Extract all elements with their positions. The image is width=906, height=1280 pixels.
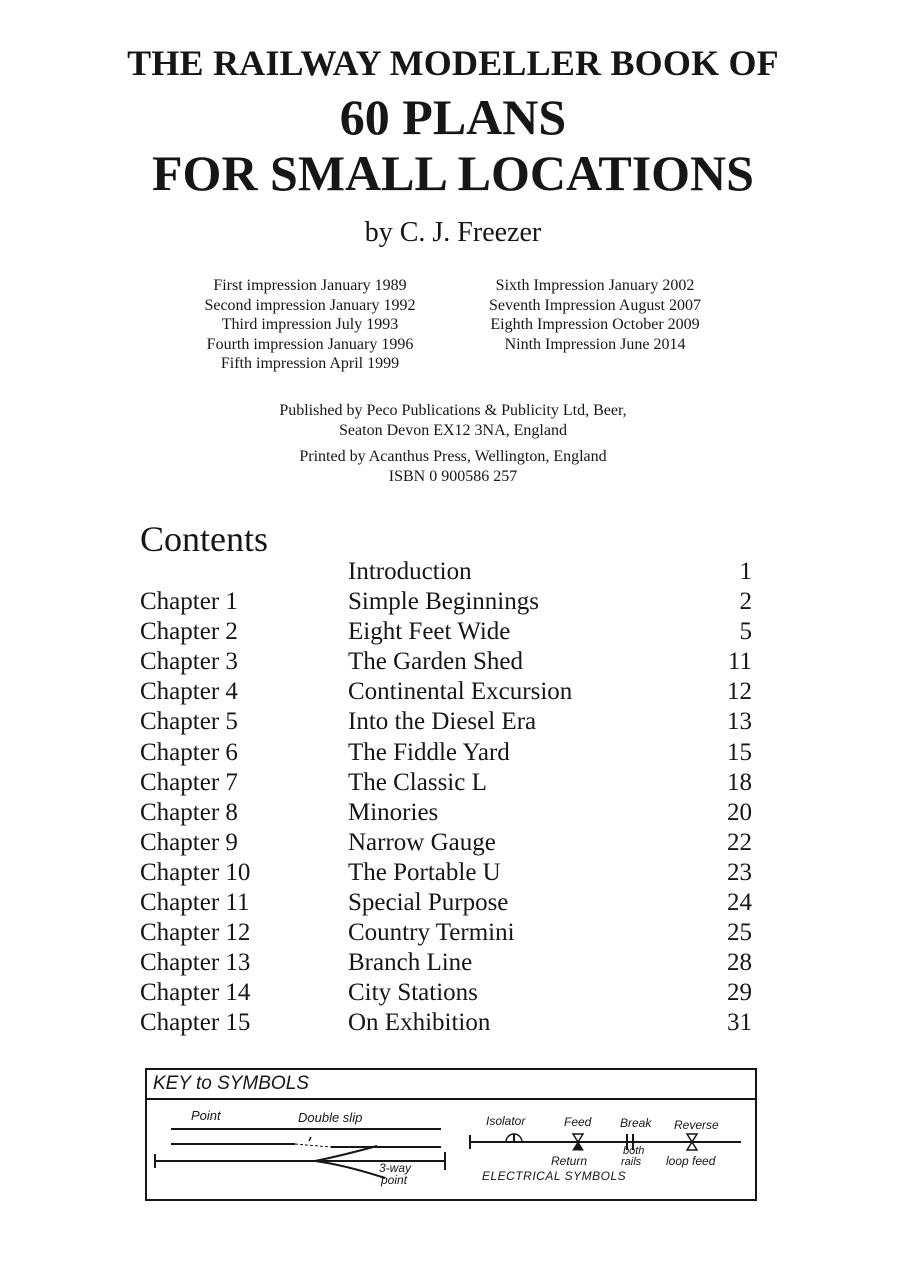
three-way-point-upper (315, 1146, 377, 1161)
author: by C. J. Freezer (364, 217, 542, 248)
return-label: Return (551, 1154, 588, 1168)
toc-title: Special Purpose (348, 889, 509, 917)
toc-title: The Garden Shed (348, 648, 523, 676)
impression-line: Fifth impression April 1999 (220, 355, 400, 372)
publisher-line-1: Published by Peco Publications & Publicity Ltd, Beer, (279, 402, 627, 419)
loop-feed-label: loop feed (666, 1154, 716, 1168)
impression-line: Seventh Impression August 2007 (489, 296, 701, 314)
toc-page: 23 (727, 858, 752, 886)
toc-page: 29 (727, 979, 752, 1007)
impression-line: Second impression January 1992 (204, 296, 416, 314)
publication-info (0, 401, 906, 487)
toc-page: 22 (727, 828, 752, 856)
toc-title: Simple Beginnings (348, 588, 539, 616)
isbn: ISBN 0 900586 257 (388, 468, 518, 485)
break-label: Break (620, 1116, 652, 1130)
toc-title: Branch Line (348, 949, 473, 977)
book-title-line-2: FOR SMALL LOCATIONS (152, 145, 754, 201)
toc-page: 2 (739, 588, 752, 616)
three-way-point-lower (315, 1161, 385, 1178)
toc-chapter: Chapter 7 (140, 768, 238, 796)
both-rails-label-1: both (623, 1145, 645, 1157)
impressions-left (160, 276, 460, 374)
toc-chapter: Chapter 2 (140, 618, 238, 646)
double-slip-label: Double slip (298, 1110, 363, 1125)
toc-page: 31 (727, 1009, 752, 1037)
toc-title: Eight Feet Wide (348, 618, 511, 646)
point-label: Point (191, 1108, 221, 1123)
toc-chapter: Chapter 12 (140, 919, 251, 947)
toc-page: 15 (727, 738, 752, 766)
toc-chapter: Chapter 10 (140, 858, 251, 886)
key-title: KEY to SYMBOLS (153, 1073, 309, 1094)
toc-page: 5 (739, 618, 752, 646)
toc-title: Continental Excursion (348, 678, 573, 706)
toc-chapter: Chapter 14 (140, 979, 251, 1007)
toc-row (140, 768, 752, 798)
toc-title: Into the Diesel Era (348, 708, 537, 736)
toc-chapter: Chapter 5 (140, 708, 238, 736)
isolator-label: Isolator (486, 1114, 526, 1128)
toc-row (140, 617, 752, 647)
feed-symbol (573, 1134, 583, 1142)
toc-page: 18 (727, 768, 752, 796)
toc-row (140, 587, 752, 617)
toc-chapter: Chapter 3 (140, 648, 238, 676)
toc-page: 25 (727, 919, 752, 947)
impressions-right (445, 276, 745, 354)
series-title: THE RAILWAY MODELLER BOOK OF (127, 43, 779, 83)
toc-chapter: Chapter 13 (140, 949, 251, 977)
toc-row (140, 798, 752, 828)
feed-label: Feed (564, 1115, 592, 1129)
electrical-symbols-label: ELECTRICAL SYMBOLS (482, 1169, 627, 1183)
toc-title: The Fiddle Yard (348, 738, 510, 766)
toc-row (140, 738, 752, 768)
toc-row-introduction (140, 557, 752, 587)
toc-row (140, 828, 752, 858)
toc-title: Introduction (348, 558, 472, 585)
toc-row (140, 677, 752, 707)
book-title-line-1: 60 PLANS (339, 89, 567, 145)
toc-page: 20 (727, 798, 752, 826)
impression-line: Eighth Impression October 2009 (490, 316, 700, 333)
slip-tick (309, 1137, 311, 1141)
contents-heading: Contents (140, 519, 269, 559)
loop-feed-symbol (687, 1142, 697, 1150)
toc-row (140, 888, 752, 918)
publisher-line-2: Seaton Devon EX12 3NA, England (339, 422, 567, 439)
toc-title: Country Termini (348, 919, 515, 947)
printer-line: Printed by Acanthus Press, Wellington, England (299, 448, 607, 465)
impression-line: First impression January 1989 (213, 277, 407, 294)
toc-title: On Exhibition (348, 1009, 491, 1037)
toc-row (140, 858, 752, 888)
impression-line: Ninth Impression June 2014 (504, 335, 686, 353)
both-rails-label-2: rails (621, 1156, 642, 1168)
toc-chapter: Chapter 11 (140, 889, 250, 917)
toc-title: The Classic L (348, 768, 487, 796)
three-way-label-1: 3-way (379, 1161, 412, 1175)
toc-chapter: Chapter 1 (140, 588, 238, 616)
toc-page: 13 (727, 708, 752, 736)
toc-chapter: Chapter 4 (140, 678, 238, 706)
toc-title: Narrow Gauge (348, 828, 496, 856)
toc-row (140, 918, 752, 948)
key-to-symbols-panel (145, 1068, 757, 1201)
toc-chapter: Chapter 6 (140, 738, 238, 766)
toc-row (140, 1008, 752, 1038)
toc-row (140, 948, 752, 978)
toc-chapter: Chapter 9 (140, 828, 238, 856)
table-of-contents (140, 557, 752, 1039)
impression-line: Sixth Impression January 2002 (495, 277, 695, 294)
impression-line: Fourth impression January 1996 (206, 335, 414, 353)
toc-title: Minories (348, 798, 439, 826)
impression-line: Third impression July 1993 (221, 316, 399, 333)
toc-page: 28 (727, 949, 752, 977)
toc-chapter: Chapter 15 (140, 1009, 251, 1037)
toc-page: 11 (727, 648, 752, 676)
toc-title: The Portable U (348, 858, 501, 886)
toc-page: 24 (727, 889, 752, 917)
reverse-label: Reverse (674, 1118, 719, 1132)
toc-page: 12 (727, 678, 752, 706)
return-symbol (573, 1142, 583, 1150)
toc-row (140, 647, 752, 677)
toc-chapter: Chapter 8 (140, 798, 238, 826)
double-slip-symbol (295, 1144, 331, 1147)
toc-page: 1 (739, 558, 752, 585)
toc-title: City Stations (348, 979, 478, 1007)
toc-row (140, 707, 752, 737)
toc-row (140, 978, 752, 1008)
three-way-label-2: point (381, 1173, 408, 1187)
